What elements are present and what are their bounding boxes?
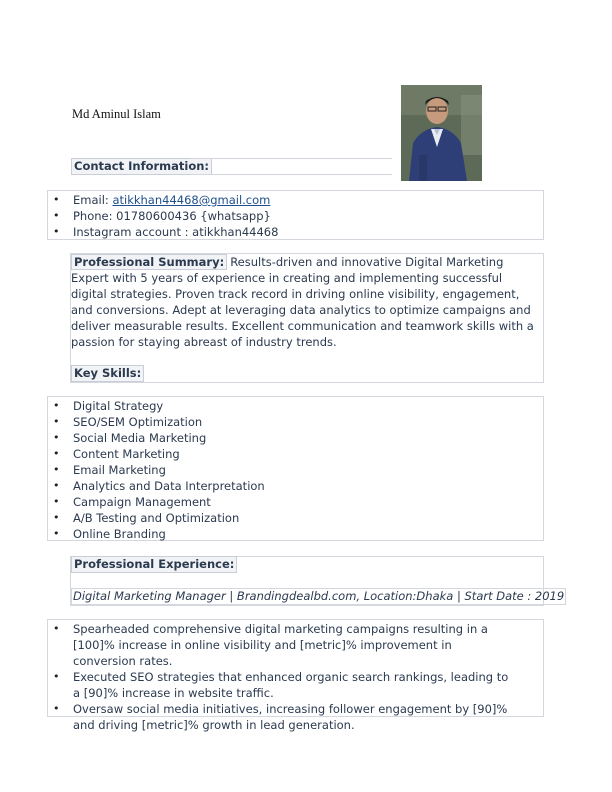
skill-item: • A/B Testing and Optimization	[48, 510, 543, 526]
contact-phone: • Phone: 01780600436 {whatsapp}	[48, 208, 543, 224]
candidate-name: Md Aminul Islam	[72, 107, 161, 121]
email-link[interactable]: atikkhan44468@gmail.com	[112, 193, 271, 207]
divider	[190, 174, 392, 175]
contact-instagram: • Instagram account : atikkhan44468	[48, 224, 543, 240]
achievements-section	[47, 619, 544, 732]
email-label: Email:	[73, 193, 113, 207]
skill-item: • Campaign Management	[48, 494, 543, 510]
divider	[190, 158, 392, 159]
achievement-item: • Spearheaded comprehensive digital marketing campaigns resulting in a [100]% increase in online visibility and [metric]% improvement in conversion rates.	[48, 621, 518, 669]
contact-email	[48, 192, 543, 208]
skill-item: • Email Marketing	[48, 462, 543, 478]
contact-section	[47, 190, 544, 240]
achievement-item: • Executed SEO strategies that enhanced organic search rankings, leading to a [90]% increase in website traffic.	[48, 669, 518, 701]
skills-heading: Key Skills:	[71, 365, 144, 382]
summary-heading: Professional Summary:	[71, 254, 227, 270]
skill-item: • SEO/SEM Optimization	[48, 414, 543, 430]
achievement-item: • Oversaw social media initiatives, increasing follower engagement by [90]% and driving [metric]% growth in lead generation.	[48, 701, 518, 733]
summary-text: Results-driven and innovative Digital Marketing Expert with 5 years of experience in creating and implementing successful digital strategies. Proven track record in driving online visibility, engagement, and conversions. Adept at leveraging data analytics to optimize campaigns and deliver measurable results. Excellent communication and teamwork skills with a passion for staying abreast of industry trends.	[71, 255, 534, 349]
skill-item: • Online Branding	[48, 526, 543, 542]
skill-item: • Analytics and Data Interpretation	[48, 478, 543, 494]
experience-heading: Professional Experience:	[71, 556, 237, 573]
skills-section	[47, 396, 544, 541]
skill-item: • Digital Strategy	[48, 398, 543, 414]
skill-item: • Content Marketing	[48, 446, 543, 462]
contact-heading: Contact Information:	[71, 158, 212, 175]
job-title-line: Digital Marketing Manager | Brandingdealbd.com, Location:Dhaka | Start Date : 2019	[73, 589, 565, 603]
skill-item: • Social Media Marketing	[48, 430, 543, 446]
person-illustration	[401, 85, 482, 181]
profile-photo	[401, 85, 482, 181]
summary-paragraph	[71, 254, 541, 350]
